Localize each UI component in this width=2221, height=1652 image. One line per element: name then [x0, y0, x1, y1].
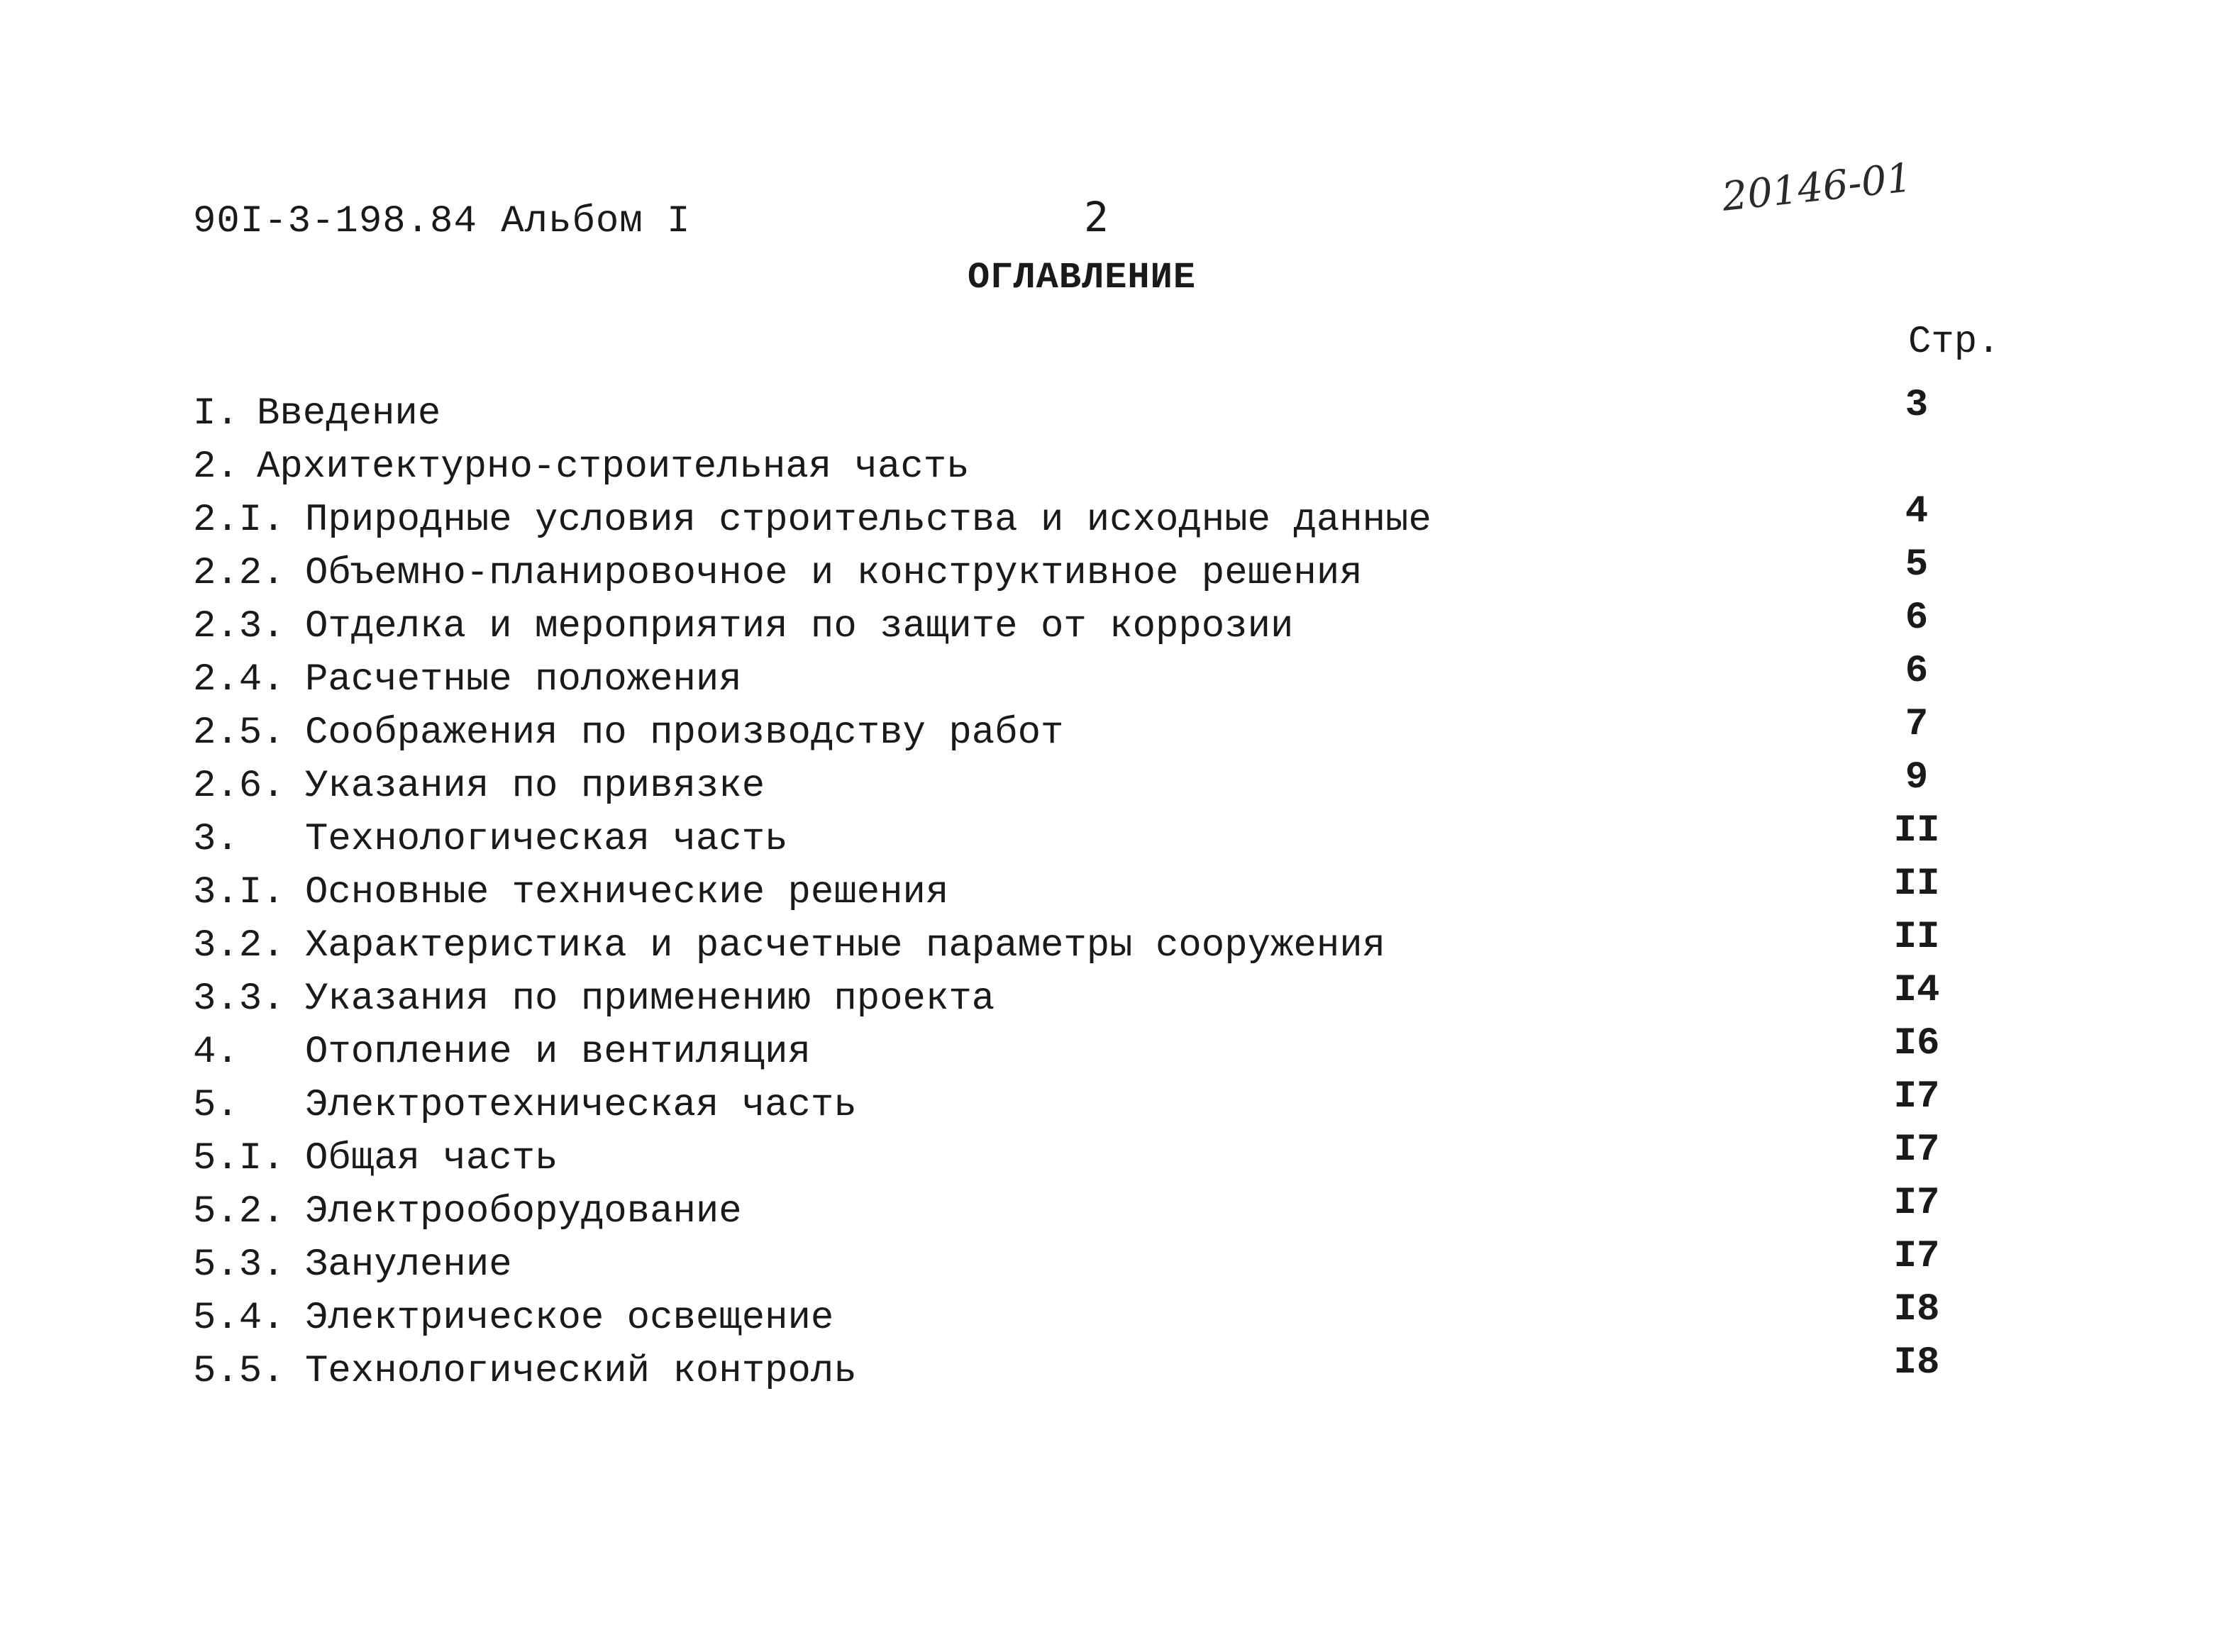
toc-item-title: Объемно-планировочное и конструктивное решения [305, 552, 1363, 595]
toc-item-page: II [1893, 809, 1940, 853]
toc-item-title: Архитектурно-строительная часть [257, 445, 970, 489]
toc-item-page: 4 [1905, 490, 1929, 533]
handwritten-code: 20146-01 [1719, 155, 1915, 221]
toc-item-number: 5.I. [193, 1137, 285, 1180]
toc-item-title: Зануление [305, 1243, 512, 1287]
toc-item-title: Характеристика и расчетные параметры сооружения [305, 924, 1386, 968]
toc-row [193, 1129, 2009, 1185]
toc-item-number: 2.3. [193, 605, 285, 648]
toc-item-number: 5.3. [193, 1243, 285, 1287]
toc-row [193, 1075, 2009, 1132]
page-column-header: Стр. [1908, 321, 2000, 364]
toc-item-title: Введение [257, 392, 441, 436]
toc-row [193, 703, 2009, 760]
toc-item-page: I7 [1893, 1075, 1940, 1119]
toc-row [193, 1288, 2009, 1345]
toc-item-title: Основные технические решения [305, 871, 949, 914]
toc-row [193, 384, 2009, 440]
toc-item-page: 6 [1905, 597, 1929, 640]
toc-item-number: 5.4. [193, 1297, 285, 1340]
toc-row [193, 756, 2009, 813]
toc-item-number: 2.5. [193, 711, 285, 755]
toc-row [193, 490, 2009, 547]
toc-item-page: II [1893, 916, 1940, 959]
toc-item-number: 2. [193, 445, 239, 489]
toc-row [193, 1341, 2009, 1398]
toc-row [193, 440, 2009, 494]
toc-item-title: Отделка и мероприятия по защите от коррозии [305, 605, 1294, 648]
document-code: 90I-3-198.84 Альбом I [193, 200, 691, 243]
toc-item-page: II [1893, 863, 1940, 906]
toc-item-title: Соображения по производству работ [305, 711, 1064, 755]
toc-item-page: I6 [1893, 1022, 1940, 1065]
toc-item-number: 5.5. [193, 1350, 285, 1393]
toc-row [193, 969, 2009, 1026]
toc-item-title: Расчетные положения [305, 658, 742, 702]
toc-item-title: Технологическая часть [305, 818, 788, 861]
toc-item-title: Отопление и вентиляция [305, 1031, 811, 1074]
toc-item-number: 2.4. [193, 658, 285, 702]
toc-item-number: 3.I. [193, 871, 285, 914]
toc-item-title: Природные условия строительства и исходные данные [305, 499, 1431, 542]
toc-item-page: 5 [1905, 543, 1929, 587]
toc-item-number: 5. [193, 1084, 239, 1127]
toc-item-page: 7 [1905, 703, 1929, 746]
toc-item-number: 2.6. [193, 765, 285, 808]
toc-item-page: I8 [1893, 1288, 1940, 1331]
toc-row [193, 863, 2009, 919]
toc-title: ОГЛАВЛЕНИЕ [968, 257, 1197, 299]
toc-item-number: 2.I. [193, 499, 285, 542]
toc-item-page: I8 [1893, 1341, 1940, 1385]
toc-row [193, 916, 2009, 972]
toc-item-page: 9 [1905, 756, 1929, 799]
toc-row [193, 543, 2009, 600]
table-of-contents [193, 384, 2009, 1398]
toc-row [193, 1022, 2009, 1079]
toc-item-title: Электрическое освещение [305, 1297, 834, 1340]
toc-item-title: Электрооборудование [305, 1190, 742, 1234]
toc-item-number: 5.2. [193, 1190, 285, 1234]
toc-item-page: I4 [1893, 969, 1940, 1012]
toc-item-title: Технологический контроль [305, 1350, 857, 1393]
toc-item-title: Указания по привязке [305, 765, 765, 808]
toc-item-title: Указания по применению проекта [305, 977, 995, 1021]
toc-item-number: 3.2. [193, 924, 285, 968]
toc-item-number: 3.3. [193, 977, 285, 1021]
toc-item-page: I7 [1893, 1129, 1940, 1172]
toc-item-page: I7 [1893, 1182, 1940, 1225]
toc-row [193, 650, 2009, 706]
toc-item-number: 4. [193, 1031, 239, 1074]
toc-item-title: Электротехническая часть [305, 1084, 857, 1127]
toc-item-number: 2.2. [193, 552, 285, 595]
toc-row [193, 597, 2009, 653]
toc-item-title: Общая часть [305, 1137, 558, 1180]
toc-item-page: I7 [1893, 1235, 1940, 1278]
toc-row [193, 1235, 2009, 1292]
toc-row [193, 809, 2009, 866]
toc-item-number: I. [193, 392, 239, 436]
toc-item-page: 6 [1905, 650, 1929, 693]
page-number: 2 [1084, 193, 1109, 241]
toc-item-number: 3. [193, 818, 239, 861]
toc-item-page: 3 [1905, 384, 1929, 427]
toc-row [193, 1182, 2009, 1238]
